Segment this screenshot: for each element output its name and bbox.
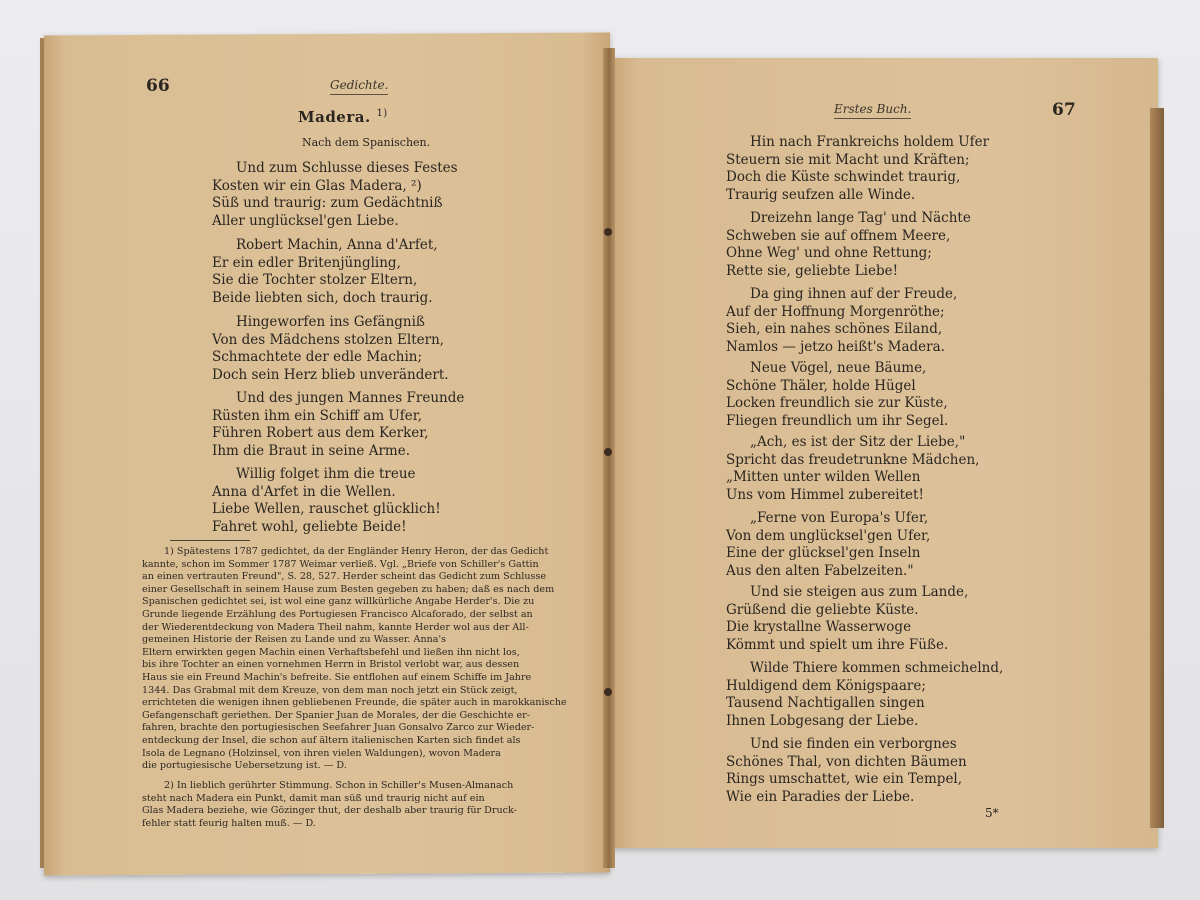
verse-line: Aller unglücksel'gen Liebe. [212, 212, 399, 229]
footnote-line: bis ihre Tochter an einen vornehmen Herrn in Bristol verlobt war, aus dessen [142, 659, 520, 671]
verse-line: Schönes Thal, von dichten Bäumen [726, 753, 967, 770]
footnote-line: fehler statt feurig halten muß. — D. [142, 817, 316, 829]
poem-title [298, 108, 388, 126]
binding-stitch [604, 228, 612, 236]
footnote-line: gemeinen Historie der Reisen zu Lande und zu Wasser. Anna's [142, 634, 447, 646]
verse-line: Die krystallne Wasserwoge [726, 619, 912, 635]
footnote-line: 1344. Das Grabmal mit dem Kreuze, von dem man noch jetzt ein Stück zeigt, [142, 684, 518, 696]
verse-line: Schmachtete der edle Machin; [212, 349, 423, 365]
verse-line: Kömmt und spielt um ihre Füße. [726, 636, 949, 653]
footnote-line: Haus sie ein Freund Machin's befreite. Sie entflohen auf einem Schiffe im Jahre [142, 671, 532, 683]
verse-line: Und zum Schlusse dieses Festes [236, 160, 458, 176]
verse-line: Von des Mädchens stolzen Eltern, [212, 331, 445, 348]
verse-line: Locken freundlich sie zur Küste, [726, 395, 948, 411]
verse-line: Sie die Tochter stolzer Eltern, [212, 272, 418, 288]
verse-line: Ihm die Braut in seine Arme. [212, 442, 410, 459]
stanza [212, 466, 441, 536]
page-number-right: 67 [1052, 100, 1076, 120]
stanza [726, 510, 930, 580]
verse-line: Wilde Thiere kommen schmeichelnd, [750, 660, 1004, 676]
verse-line: Da ging ihnen auf der Freude, [750, 286, 958, 302]
verse-line: Führen Robert aus dem Kerker, [212, 425, 429, 441]
verse-line: Robert Machin, Anna d'Arfet, [236, 237, 438, 253]
verse-line: Von dem unglücksel'gen Ufer, [726, 527, 931, 544]
right-page-edges [1150, 108, 1164, 828]
stanza [212, 160, 458, 230]
footnote-line: der Wiederentdeckung von Madera Theil nahm, kannte Herder wol aus der All- [142, 621, 529, 633]
footnote-line: errichteten die wenigen ihnen gebliebenen Freunde, die später auch in marokkanische [142, 697, 567, 709]
book-spine [603, 48, 615, 868]
verse-line: Kosten wir ein Glas Madera, ²) [212, 177, 422, 194]
verse-line: Traurig seufzen alle Winde. [726, 186, 916, 203]
footnote-line: fahren, brachte den portugiesischen Seefahrer Juan Gonsalvo Zarco zur Wieder- [142, 722, 535, 734]
verse-line: Tausend Nachtigallen singen [726, 695, 925, 711]
stanza [726, 736, 967, 806]
verse-line: Huldigend dem Königspaare; [726, 677, 926, 694]
stanza [212, 237, 438, 307]
verse-line: Wie ein Paradies der Liebe. [726, 788, 915, 805]
stanza [726, 584, 968, 654]
verse-line: Anna d'Arfet in die Wellen. [212, 483, 396, 500]
footnote-1 [142, 546, 567, 773]
signature-mark: 5* [985, 806, 999, 820]
stanza [212, 314, 449, 384]
footnote-rule [170, 540, 250, 541]
verse-line: „Ach, es ist der Sitz der Liebe," [750, 434, 966, 450]
stanza [726, 360, 948, 430]
verse-line: Steuern sie mit Macht und Kräften; [726, 151, 970, 168]
stanza [726, 210, 971, 280]
verse-line: Rüsten ihm ein Schiff am Ufer, [212, 407, 423, 424]
verse-line: Dreizehn lange Tag' und Nächte [750, 210, 971, 226]
verse-line: Schöne Thäler, holde Hügel [726, 377, 916, 394]
footnote-line: Isola de Legnano (Holzinsel, von ihren vielen Waldungen), wovon Madera [142, 747, 501, 759]
footnote-line: 1) Spätestens 1787 gedichtet, da der Engländer Henry Heron, der das Gedicht [164, 546, 549, 557]
verse-line: Schweben sie auf offnem Meere, [726, 227, 951, 244]
running-header-left: Gedichte. [330, 78, 388, 95]
stanza [726, 134, 989, 204]
verse-line: „Mitten unter wilden Wellen [726, 469, 921, 485]
verse-line: Willig folget ihm die treue [236, 466, 416, 482]
poem-title-footnote-ref: 1) [376, 108, 388, 119]
verse-line: Hingeworfen ins Gefängniß [236, 314, 425, 330]
footnote-line: Glas Madera beziehe, wie Gözinger thut, der deshalb aber traurig für Druck- [142, 805, 517, 817]
footnote-line: entdeckung der Insel, die schon auf ältern italienischen Karten sich findet als [142, 734, 521, 746]
footnote-line: Gefangenschaft geriethen. Der Spanier Juan de Morales, der die Geschichte er- [142, 709, 531, 721]
footnote-line: einer Gesellschaft in seinem Hause zum Besten gegeben zu haben; daß es nach dem [142, 583, 555, 595]
verse-line: Und sie steigen aus zum Lande, [750, 584, 969, 600]
verse-line: „Ferne von Europa's Ufer, [750, 510, 929, 526]
verse-line: Spricht das freudetrunkne Mädchen, [726, 451, 980, 468]
stanza [726, 434, 979, 504]
binding-stitch [604, 448, 612, 456]
verse-line: Liebe Wellen, rauschet glücklich! [212, 501, 441, 517]
footnote-line: kannte, schon im Sommer 1787 Weimar verließ. Vgl. „Briefe von Schiller's Gattin [142, 558, 539, 570]
verse-line: Hin nach Frankreichs holdem Ufer [750, 134, 990, 150]
footnote-2 [142, 780, 517, 830]
stanza [726, 286, 957, 356]
verse-line: Sieh, ein nahes schönes Eiland, [726, 321, 943, 337]
verse-line: Neue Vögel, neue Bäume, [750, 360, 927, 376]
verse-line: Ohne Weg' und ohne Rettung; [726, 245, 932, 261]
verse-line: Ihnen Lobgesang der Liebe. [726, 712, 919, 729]
page-number-left: 66 [146, 76, 170, 96]
footnote-line: die portugiesische Uebersetzung ist. — D. [142, 760, 347, 772]
verse-line: Beide liebten sich, doch traurig. [212, 289, 433, 306]
footnote-line: 2) In lieblich gerührter Stimmung. Schon in Schiller's Musen-Almanach [164, 780, 514, 791]
footnote-line: an einen vertrauten Freund", S. 28, 527. Herder scheint das Gedicht zum Schlusse [142, 571, 547, 583]
verse-line: Eine der glücksel'gen Inseln [726, 545, 921, 561]
verse-line: Er ein edler Britenjüngling, [212, 254, 401, 271]
poem-subtitle: Nach dem Spanischen. [302, 136, 431, 149]
running-header-right: Erstes Buch. [834, 102, 911, 119]
verse-line: Doch die Küste schwindet traurig, [726, 169, 961, 185]
footnote-line: Eltern erwirkten gegen Machin einen Verhaftsbefehl und ließen ihn nicht los, [142, 646, 520, 658]
footnote-line: Spanischen gedichtet sei, ist wol eine ganz willkürliche Angabe Herder's. Die zu [142, 596, 535, 608]
verse-line: Auf der Hoffnung Morgenröthe; [726, 303, 945, 320]
verse-line: Aus den alten Fabelzeiten." [726, 562, 914, 579]
verse-line: Und des jungen Mannes Freunde [236, 390, 465, 406]
footnote-line: Grunde liegende Erzählung des Portugiesen Francisco Alcaforado, der selbst an [142, 608, 533, 620]
stanza [212, 390, 464, 460]
verse-line: Rette sie, geliebte Liebe! [726, 262, 899, 279]
verse-line: Grüßend die geliebte Küste. [726, 601, 919, 618]
verse-line: Fahret wohl, geliebte Beide! [212, 518, 407, 535]
verse-line: Doch sein Herz blieb unverändert. [212, 366, 449, 383]
verse-line: Uns vom Himmel zubereitet! [726, 486, 924, 503]
stanza [726, 660, 1003, 730]
footnote-line: steht nach Madera ein Punkt, damit man süß und traurig nicht auf ein [142, 792, 485, 804]
binding-stitch [604, 688, 612, 696]
poem-title-text: Madera. [298, 108, 371, 126]
verse-line: Namlos — jetzo heißt's Madera. [726, 338, 945, 355]
verse-line: Fliegen freundlich um ihr Segel. [726, 412, 949, 429]
verse-line: Rings umschattet, wie ein Tempel, [726, 771, 963, 787]
verse-line: Süß und traurig: zum Gedächtniß [212, 195, 443, 211]
verse-line: Und sie finden ein verborgnes [750, 736, 957, 752]
